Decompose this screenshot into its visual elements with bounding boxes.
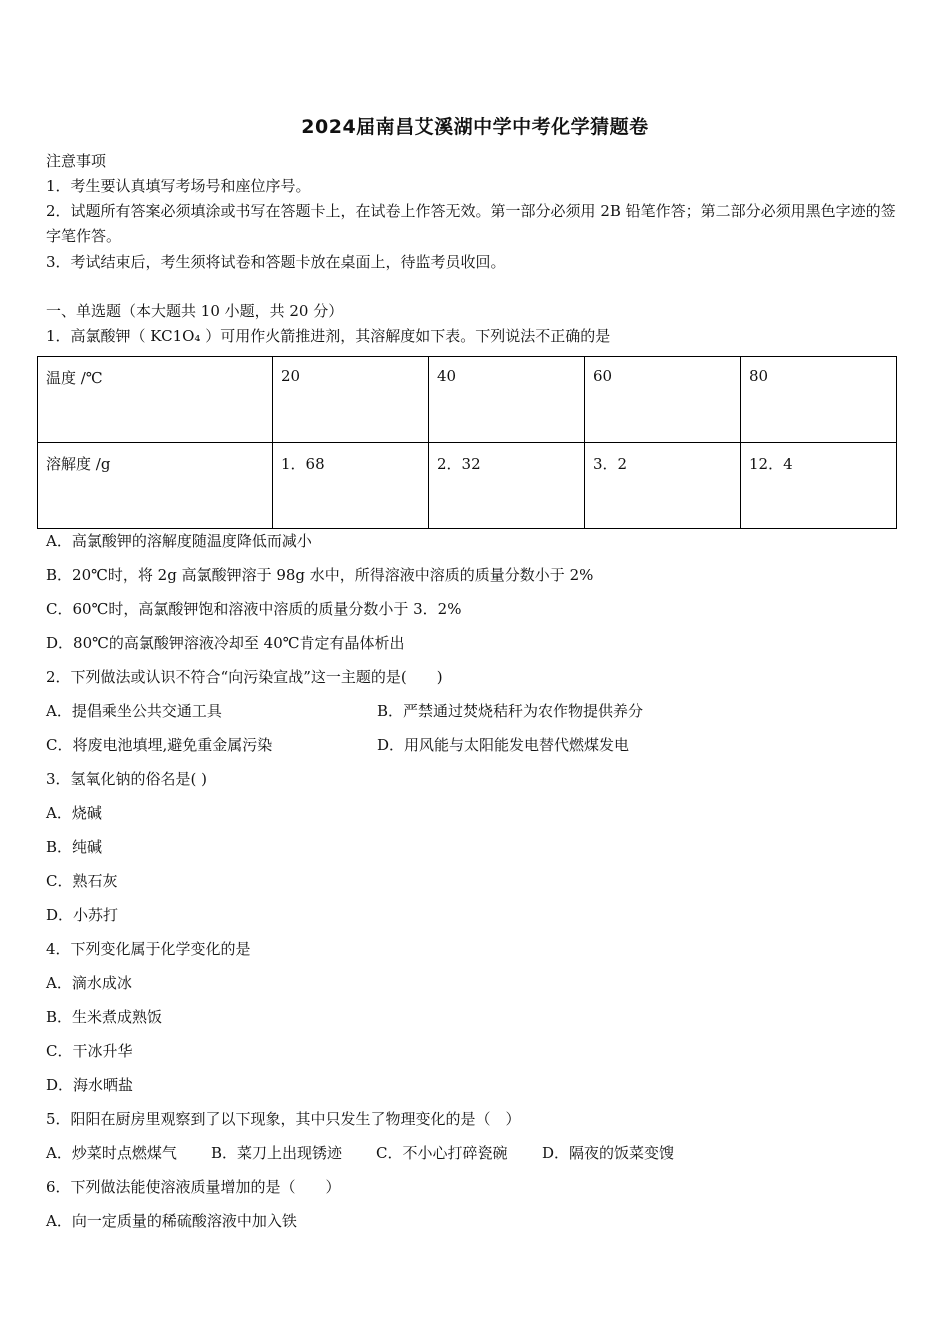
table-cell: 3．2 [585,443,741,529]
notice-item-1: 1．考生要认真填写考场号和座位序号。 [46,177,311,195]
q5-option-b: B．菜刀上出现锈迹 [211,1144,343,1162]
table-cell: 1．68 [273,443,429,529]
table-cell: 40 [429,357,585,443]
q6-option-a: A．向一定质量的稀硫酸溶液中加入铁 [46,1212,297,1230]
question-2-stem: 2．下列做法或认识不符合“向污染宣战”这一主题的是( ) [46,668,443,686]
q1-option-c: C．60℃时，高氯酸钾饱和溶液中溶质的质量分数小于 3．2% [46,600,462,618]
exam-title: 2024届南昌艾溪湖中学中考化学猜题卷 [301,116,649,138]
q4-option-a: A．滴水成冰 [46,974,132,992]
q5-option-c: C．不小心打碎瓷碗 [376,1144,508,1162]
table-cell: 温度 /℃ [38,357,273,443]
table-row [38,443,897,529]
question-6-stem: 6．下列做法能使溶液质量增加的是（ ） [46,1178,341,1196]
notice-item-2: 2．试题所有答案必须填涂或书写在答题卡上，在试卷上作答无效。第一部分必须用 2B 铅笔作答；第二部分必须用黑色字迹的签字笔作答。 [46,202,896,245]
q2-option-b: B．严禁通过焚烧秸秆为农作物提供养分 [377,702,644,720]
q3-option-d: D．小苏打 [46,906,119,924]
table-cell: 2．32 [429,443,585,529]
question-1-stem: 1．高氯酸钾（ KC1O₄ ）可用作火箭推进剂，其溶解度如下表。下列说法不正确的是 [46,327,611,345]
table-cell: 80 [741,357,897,443]
q4-option-d: D．海水晒盐 [46,1076,134,1094]
q3-option-c: C．熟石灰 [46,872,118,890]
q2-option-a: A．提倡乘坐公共交通工具 [46,702,222,720]
q3-option-a: A．烧碱 [46,804,102,822]
q4-option-b: B．生米煮成熟饭 [46,1008,163,1026]
table-row [38,357,897,443]
q1-option-a: A．高氯酸钾的溶解度随温度降低而减小 [46,532,312,550]
question-5-stem: 5．阳阳在厨房里观察到了以下现象，其中只发生了物理变化的是（ ） [46,1110,521,1128]
section-heading: 一、单选题（本大题共 10 小题，共 20 分） [46,302,344,320]
q4-option-c: C．干冰升华 [46,1042,133,1060]
q2-option-d: D．用风能与太阳能发电替代燃煤发电 [377,736,630,754]
q1-option-b: B．20℃时，将 2g 高氯酸钾溶于 98g 水中，所得溶液中溶质的质量分数小于 2% [46,566,594,584]
table-cell: 溶解度 /g [38,443,273,529]
notice-heading: 注意事项 [46,152,107,170]
question-3-stem: 3．氢氧化钠的俗名是( ) [46,770,208,788]
q2-option-c: C．将废电池填埋,避免重金属污染 [46,736,273,754]
table-cell: 12．4 [741,443,897,529]
q5-option-d: D．隔夜的饭菜变馊 [542,1144,675,1162]
solubility-table [37,356,897,529]
q3-option-b: B．纯碱 [46,838,103,856]
notice-item-3: 3．考试结束后，考生须将试卷和答题卡放在桌面上，待监考员收回。 [46,253,506,271]
table-cell: 20 [273,357,429,443]
q5-option-a: A．炒菜时点燃煤气 [46,1144,177,1162]
question-4-stem: 4．下列变化属于化学变化的是 [46,940,251,958]
table-cell: 60 [585,357,741,443]
q1-option-d: D．80℃的高氯酸钾溶液冷却至 40℃肯定有晶体析出 [46,634,405,652]
